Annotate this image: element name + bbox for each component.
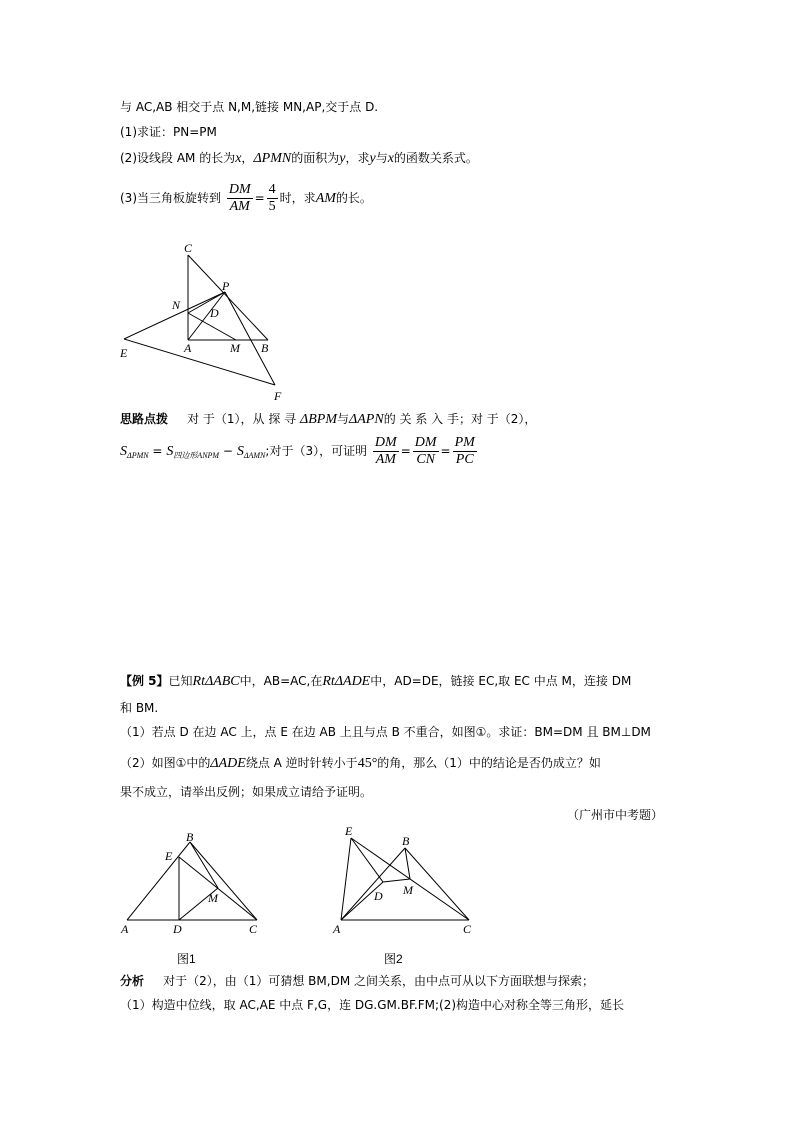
- example5-part-2: [120, 755, 601, 772]
- example5-text-a1: 已知: [168, 674, 193, 688]
- fig2-label-m: M: [403, 883, 413, 897]
- p2-text-c: 的角，那么（1）中的结论是否仍成立？如: [377, 756, 601, 770]
- example5-source: （广州市中考题）: [567, 808, 664, 822]
- q3-am: AM: [315, 191, 336, 206]
- q3-frac1-num: DM: [228, 182, 251, 197]
- hint-text-4: ;对于（3），可证明: [265, 444, 368, 458]
- q3-text-c: 的长。: [335, 191, 372, 205]
- q3-text-b: 时，求: [279, 191, 316, 205]
- label-f: F: [274, 389, 282, 403]
- area-s-pmn: S: [120, 444, 127, 459]
- example5-line-1: [120, 673, 631, 690]
- fig1-label-m: M: [208, 891, 218, 905]
- label-d: D: [210, 306, 219, 320]
- area-s-amn-sub: ΔAMN: [243, 451, 266, 460]
- p2-text-a: （2）如图①中的: [120, 756, 211, 770]
- label-p: P: [222, 279, 230, 293]
- q2-text-e: 与: [375, 151, 388, 165]
- q2-text-f: 的函数关系式。: [393, 151, 478, 165]
- hint-line-1: [120, 411, 675, 428]
- line-ef: [124, 339, 275, 385]
- figure-2-caption: 图2: [384, 952, 403, 966]
- example5-rt-abc: RtΔABC: [192, 674, 240, 689]
- p2-text-b: 绕点 A 逆时针转小于: [245, 756, 358, 770]
- area-s-amn: S: [236, 444, 244, 459]
- label-m: M: [230, 341, 240, 355]
- p2-angle: 45°: [357, 756, 378, 771]
- label-a: A: [184, 341, 192, 355]
- hint-equals: =: [152, 444, 163, 458]
- fig1-line-bc: [190, 842, 257, 920]
- line-np: [188, 292, 225, 313]
- label-b: B: [261, 341, 269, 355]
- fig2-line-ab: [341, 848, 405, 920]
- fig2-label-c: C: [463, 922, 472, 936]
- fig1-label-c: C: [249, 922, 258, 936]
- question-2: [120, 150, 478, 167]
- figure-2: [325, 820, 485, 940]
- fig1-label-d: D: [173, 922, 182, 936]
- hint-f1-num: DM: [374, 435, 397, 450]
- hint-title: 思路点拨: [120, 412, 169, 426]
- hint-fraction-3: [453, 435, 477, 468]
- hint-f2-den: CN: [416, 452, 435, 467]
- q2-var-y2: y: [369, 151, 376, 166]
- area-s-quad: S: [166, 444, 174, 459]
- q3-equals: =: [254, 191, 265, 205]
- label-e: E: [120, 346, 128, 360]
- analysis-line-2: （1）构造中位线，取 AC,AE 中点 F,G，连 DG.GM.BF.FM;(2)构造中心对称全等三角形，延长: [120, 998, 625, 1012]
- q2-var-y: y: [339, 151, 346, 166]
- fig1-label-e: E: [165, 849, 173, 863]
- label-c: C: [184, 241, 193, 255]
- hint-fraction-1: [373, 435, 399, 468]
- example5-text-a3: 中，AD=DE，链接 EC,取 EC 中点 M，连接 DM: [370, 674, 632, 688]
- fig1-line-bm: [190, 842, 218, 888]
- label-n: N: [172, 298, 181, 312]
- hint-f1-den: AM: [375, 452, 396, 467]
- q2-text-c: 的面积为: [291, 151, 340, 165]
- hint-f3-den: PC: [455, 452, 474, 467]
- figure-1-caption: 图1: [177, 952, 196, 966]
- q2-text-d: ，求: [345, 151, 370, 165]
- question-3: [120, 180, 372, 217]
- problem-line-1: 与 AC,AB 相交于点 N,M,链接 MN,AP,交于点 D.: [120, 100, 379, 114]
- fig2-label-b: B: [402, 834, 410, 848]
- fig1-label-a: A: [121, 922, 129, 936]
- q3-fraction-4-5: [267, 182, 278, 215]
- question-1: (1)求证：PN=PM: [120, 125, 217, 139]
- area-s-quad-sub: 四边形ANPM: [173, 451, 220, 460]
- q2-text-a: (2)设线段 AM 的长为: [120, 151, 236, 165]
- q2-var-x: x: [235, 151, 242, 166]
- q3-fraction-dm-am: [227, 182, 253, 215]
- area-s-pmn-sub: ΔPMN: [127, 451, 149, 460]
- example5-part-1: （1）若点 D 在边 AC 上，点 E 在边 AB 上且与点 B 不重合，如图①。求证：BM=DM 且 BM⊥DM: [120, 725, 651, 739]
- figure-1: [115, 830, 275, 940]
- analysis-text-1: 对于（2），由（1）可猜想 BM,DM 之间关系，由中点可从以下方面联想与探索；: [163, 974, 594, 988]
- analysis-title: 分析: [120, 974, 145, 988]
- example5-text-a2: 中，AB=AC,在: [239, 674, 323, 688]
- hint-text-1: 对 于（1），从 探 寻: [187, 412, 297, 426]
- hint-triangle-bpm: ΔBPM: [300, 412, 337, 427]
- hint-f2-num: DM: [414, 435, 437, 450]
- example5-rt-ade: RtΔADE: [322, 674, 371, 689]
- hint-text-2: 与: [337, 412, 350, 426]
- fig1-label-b: B: [186, 830, 194, 844]
- q3-frac2-num: 4: [268, 182, 276, 197]
- q3-frac1-den: AM: [229, 199, 250, 214]
- q2-var-x2: x: [387, 151, 394, 166]
- q2-triangle: ΔPMN: [253, 151, 292, 166]
- fig1-line-ab: [127, 842, 190, 920]
- hint-text-3: 的 关 系 入 手；对 于（2），: [383, 412, 537, 426]
- figure-problem-diagram: [110, 240, 310, 410]
- q3-frac2-den: 5: [268, 199, 276, 214]
- q2-text-b: ，: [241, 151, 254, 165]
- hint-minus: −: [222, 444, 233, 458]
- fig2-line-ae: [341, 838, 351, 920]
- hint-line-2: $S_{\Delta PMN} = S_{四边形ANPM} - S_{\Delta AMN}$;对于（3），可证明 $\frac{DM}{AM}$ = $\frac{DM}{CN}$ = $\frac{PM}{PC}$: [120, 435, 475, 467]
- hint-triangle-apn: ΔAPN: [349, 412, 384, 427]
- fig2-line-ed: [351, 838, 383, 882]
- fig2-label-d: D: [374, 889, 383, 903]
- fig2-line-dm: [383, 879, 410, 882]
- analysis-line-1: [120, 973, 594, 989]
- example5-part-2-cont: 果不成立，请举出反例；如果成立请给予证明。: [120, 785, 373, 799]
- example5-line-2: 和 BM.: [120, 701, 159, 715]
- fig2-label-e: E: [345, 824, 353, 838]
- p2-triangle-ade: ΔADE: [210, 756, 246, 771]
- fig2-label-a: A: [333, 922, 341, 936]
- hint-fraction-2: [413, 435, 439, 468]
- fig2-line-bc: [405, 848, 469, 920]
- hint-f3-num: PM: [454, 435, 475, 450]
- q3-text-a: (3)当三角板旋转到: [120, 191, 221, 205]
- example5-tag: 【例 5】: [120, 674, 169, 688]
